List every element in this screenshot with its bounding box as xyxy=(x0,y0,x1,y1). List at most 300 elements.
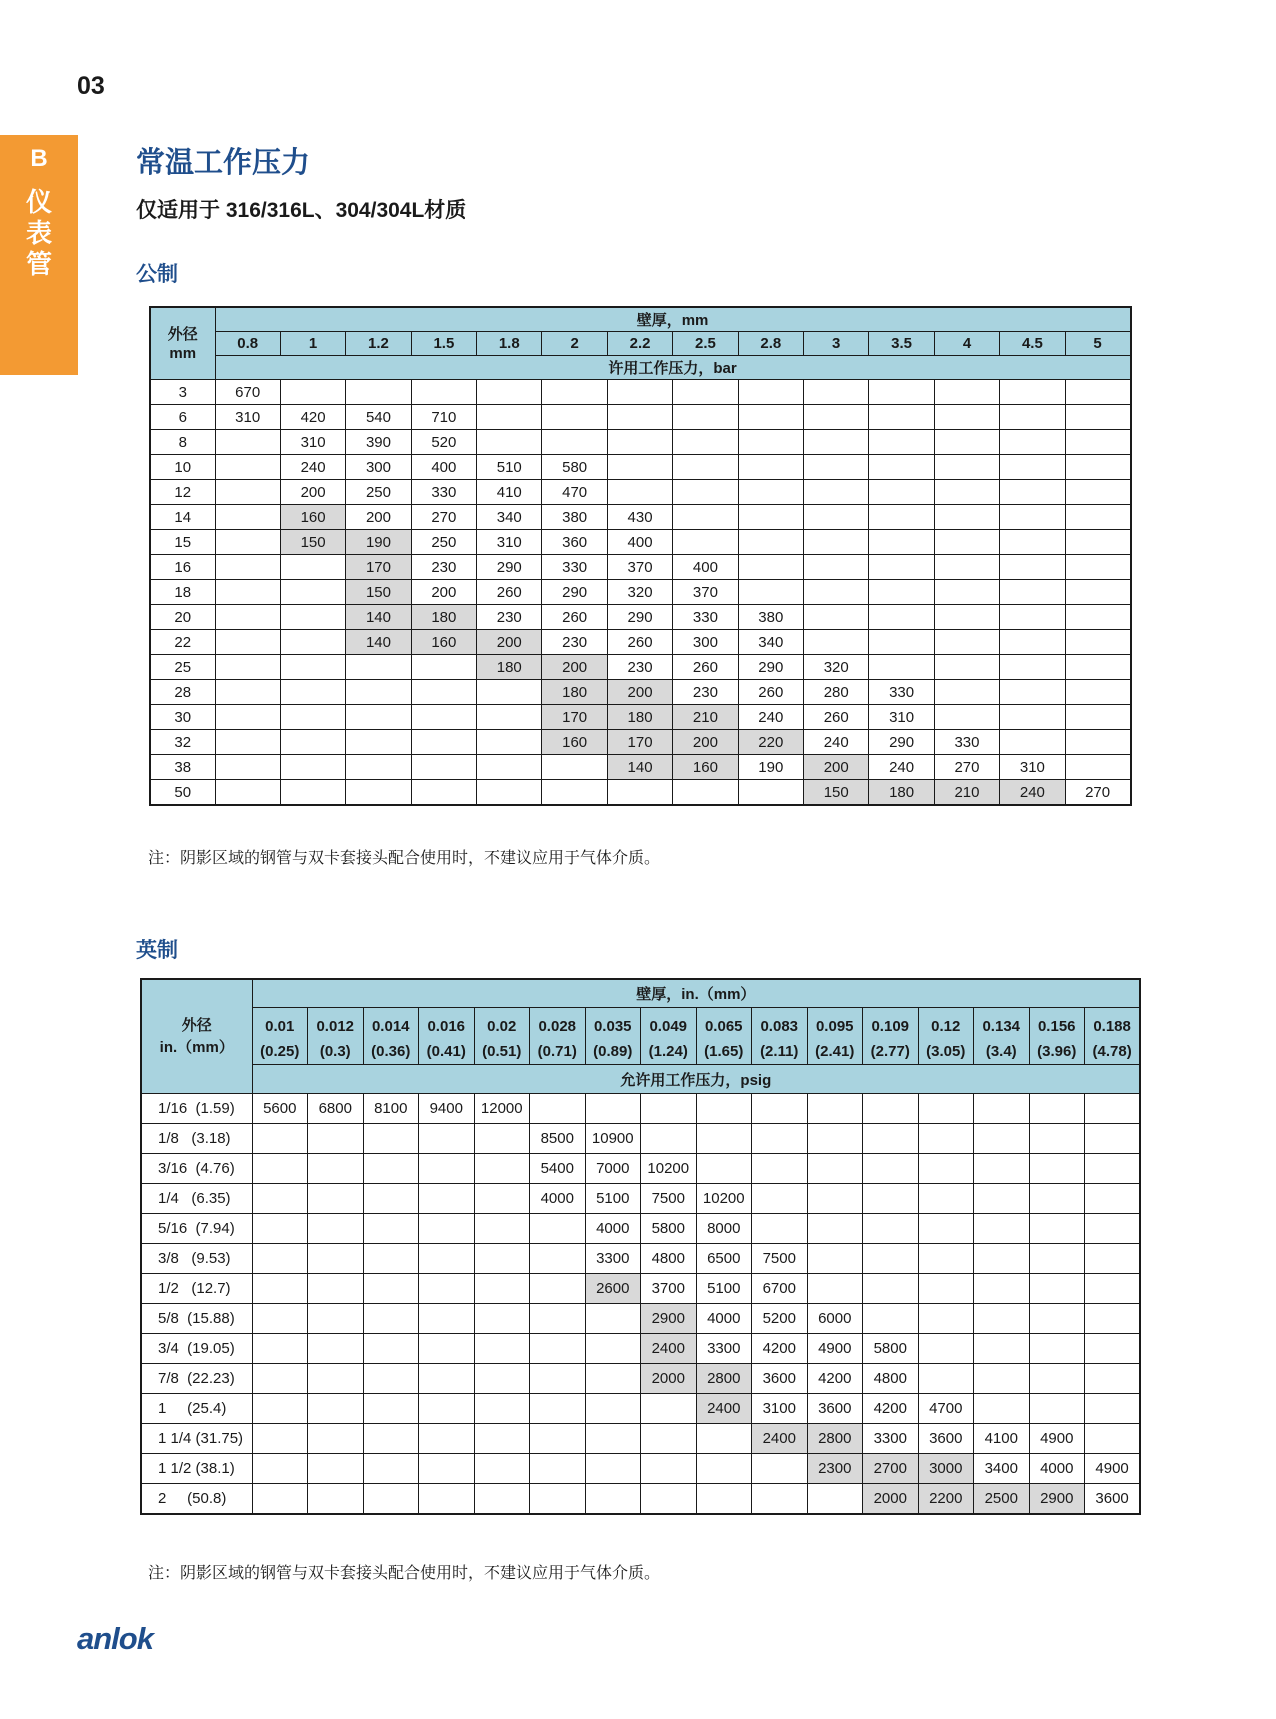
metric-pressure-cell: 340 xyxy=(738,630,803,655)
imperial-heading: 英制 xyxy=(136,939,178,962)
imperial-pressure-cell xyxy=(474,1244,530,1274)
table-row xyxy=(141,1094,1140,1124)
metric-wall-cell: 3 xyxy=(804,332,869,356)
metric-pressure-cell xyxy=(346,755,411,780)
imperial-pressure-cell xyxy=(363,1184,419,1214)
imperial-pressure-cell xyxy=(530,1304,586,1334)
imperial-pressure-cell xyxy=(1085,1184,1141,1214)
imperial-pressure-cell xyxy=(641,1484,697,1515)
imperial-pressure-cell xyxy=(641,1094,697,1124)
metric-pressure-cell: 160 xyxy=(411,630,476,655)
imperial-wall-cell xyxy=(807,1008,863,1065)
imperial-wall-in: 0.028 xyxy=(538,1017,577,1035)
imperial-pressure-cell xyxy=(252,1454,308,1484)
imperial-pressure-cell xyxy=(530,1334,586,1364)
metric-pressure-cell xyxy=(1065,755,1131,780)
imperial-pressure-cell xyxy=(696,1424,752,1454)
imperial-pressure-cell: 2600 xyxy=(585,1274,641,1304)
imperial-wall-in: 0.109 xyxy=(871,1017,910,1035)
metric-pressure-cell xyxy=(215,455,280,480)
imperial-pressure-cell: 2900 xyxy=(1029,1484,1085,1515)
imperial-pressure-cell: 4700 xyxy=(918,1394,974,1424)
imperial-pressure-cell xyxy=(474,1304,530,1334)
metric-pressure-cell: 290 xyxy=(607,605,672,630)
metric-pressure-cell: 250 xyxy=(346,480,411,505)
imperial-od-cell: 3/16 (4.76) xyxy=(141,1154,252,1184)
metric-pressure-cell xyxy=(1065,605,1131,630)
imperial-wall-mm: (3.96) xyxy=(1037,1042,1077,1060)
imperial-pressure-cell xyxy=(308,1124,364,1154)
imperial-pressure-cell xyxy=(1085,1364,1141,1394)
metric-pressure-cell xyxy=(738,480,803,505)
imperial-pressure-cell xyxy=(807,1484,863,1515)
metric-pressure-cell xyxy=(280,380,345,405)
imperial-pressure-cell xyxy=(696,1124,752,1154)
metric-pressure-cell: 150 xyxy=(346,580,411,605)
metric-pressure-cell xyxy=(869,580,934,605)
metric-pressure-cell: 300 xyxy=(346,455,411,480)
table-row xyxy=(150,755,1131,780)
metric-pressure-cell xyxy=(869,405,934,430)
imperial-pressure-cell: 4900 xyxy=(807,1334,863,1364)
metric-pressure-cell: 170 xyxy=(607,730,672,755)
imperial-wall-in: 0.012 xyxy=(316,1017,355,1035)
imperial-pressure-cell: 2900 xyxy=(641,1304,697,1334)
metric-wall-cell: 4 xyxy=(934,332,999,356)
imperial-pressure-cell xyxy=(419,1484,475,1515)
metric-pressure-cell xyxy=(1000,630,1065,655)
imperial-pressure-cell xyxy=(474,1334,530,1364)
metric-pressure-cell: 200 xyxy=(804,755,869,780)
metric-pressure-cell: 230 xyxy=(673,680,738,705)
metric-pressure-cell xyxy=(411,730,476,755)
metric-pressure-cell xyxy=(1065,680,1131,705)
metric-pressure-header: 许用工作压力，bar xyxy=(215,356,1131,380)
metric-pressure-cell xyxy=(215,780,280,806)
imperial-pressure-cell xyxy=(918,1274,974,1304)
imperial-pressure-cell xyxy=(419,1454,475,1484)
metric-od-cell: 6 xyxy=(150,405,215,430)
metric-pressure-cell: 200 xyxy=(280,480,345,505)
imperial-pressure-cell xyxy=(863,1124,919,1154)
metric-pressure-cell xyxy=(804,580,869,605)
imperial-pressure-cell: 4800 xyxy=(641,1244,697,1274)
imperial-pressure-cell xyxy=(419,1154,475,1184)
imperial-pressure-cell xyxy=(252,1364,308,1394)
metric-pressure-cell xyxy=(738,780,803,806)
metric-od-unit: mm xyxy=(169,344,197,362)
imperial-pressure-cell xyxy=(974,1304,1030,1334)
imperial-pressure-cell xyxy=(252,1424,308,1454)
metric-pressure-cell xyxy=(1065,705,1131,730)
imperial-wall-cell xyxy=(641,1008,697,1065)
metric-pressure-table xyxy=(149,306,1132,806)
imperial-pressure-cell xyxy=(752,1124,808,1154)
imperial-wall-cell xyxy=(863,1008,919,1065)
metric-pressure-cell xyxy=(673,780,738,806)
metric-pressure-cell xyxy=(1065,555,1131,580)
metric-pressure-cell xyxy=(1000,705,1065,730)
metric-wall-cell: 1.8 xyxy=(477,332,542,356)
metric-pressure-cell xyxy=(738,580,803,605)
metric-pressure-cell: 160 xyxy=(673,755,738,780)
metric-pressure-cell xyxy=(934,430,999,455)
table-row xyxy=(150,405,1131,430)
metric-pressure-cell xyxy=(215,605,280,630)
imperial-pressure-cell xyxy=(807,1184,863,1214)
metric-pressure-cell: 180 xyxy=(477,655,542,680)
metric-pressure-cell: 260 xyxy=(804,705,869,730)
imperial-pressure-cell xyxy=(918,1154,974,1184)
imperial-pressure-cell: 8500 xyxy=(530,1124,586,1154)
metric-pressure-cell xyxy=(673,380,738,405)
metric-pressure-cell xyxy=(542,780,607,806)
imperial-pressure-cell xyxy=(974,1184,1030,1214)
metric-pressure-cell: 200 xyxy=(411,580,476,605)
imperial-od-cell: 1/8 (3.18) xyxy=(141,1124,252,1154)
imperial-pressure-cell xyxy=(363,1484,419,1515)
metric-pressure-cell: 240 xyxy=(869,755,934,780)
metric-pressure-cell xyxy=(346,655,411,680)
imperial-pressure-cell xyxy=(863,1184,919,1214)
imperial-pressure-cell xyxy=(918,1214,974,1244)
imperial-wall-cell xyxy=(918,1008,974,1065)
table-row xyxy=(141,1214,1140,1244)
imperial-pressure-cell: 2300 xyxy=(807,1454,863,1484)
imperial-wall-mm: (2.41) xyxy=(815,1042,855,1060)
metric-pressure-cell xyxy=(738,405,803,430)
metric-wall-cell: 2.8 xyxy=(738,332,803,356)
metric-pressure-cell: 170 xyxy=(346,555,411,580)
metric-pressure-cell: 360 xyxy=(542,530,607,555)
metric-od-cell: 22 xyxy=(150,630,215,655)
table-row xyxy=(141,1364,1140,1394)
imperial-wall-mm: (0.3) xyxy=(319,1042,351,1060)
imperial-wall-in: 0.01 xyxy=(265,1017,295,1035)
imperial-pressure-cell: 10200 xyxy=(641,1154,697,1184)
imperial-pressure-cell: 9400 xyxy=(419,1094,475,1124)
imperial-pressure-cell: 2400 xyxy=(752,1424,808,1454)
metric-pressure-cell xyxy=(1000,530,1065,555)
side-tab-text: 仪 表 管 xyxy=(25,187,52,279)
imperial-wall-in: 0.095 xyxy=(815,1017,854,1035)
imperial-wall-mm: (0.51) xyxy=(482,1042,522,1060)
table-row xyxy=(141,1274,1140,1304)
imperial-pressure-cell xyxy=(1085,1424,1141,1454)
metric-wall-cell: 2.2 xyxy=(607,332,672,356)
metric-pressure-cell xyxy=(280,630,345,655)
imperial-od-cell: 2 (50.8) xyxy=(141,1484,252,1515)
imperial-pressure-cell: 4900 xyxy=(1085,1454,1141,1484)
metric-od-header xyxy=(150,307,215,380)
metric-pressure-cell: 210 xyxy=(934,780,999,806)
metric-pressure-cell xyxy=(1065,530,1131,555)
imperial-pressure-cell: 6700 xyxy=(752,1274,808,1304)
imperial-pressure-cell: 4200 xyxy=(752,1334,808,1364)
metric-pressure-cell xyxy=(934,505,999,530)
metric-pressure-cell xyxy=(346,380,411,405)
metric-pressure-cell xyxy=(346,730,411,755)
imperial-wall-in: 0.12 xyxy=(931,1017,961,1035)
imperial-wall-mm: (3.05) xyxy=(926,1042,966,1060)
metric-pressure-cell xyxy=(1000,405,1065,430)
imperial-pressure-cell xyxy=(641,1424,697,1454)
imperial-pressure-cell xyxy=(419,1424,475,1454)
imperial-pressure-cell xyxy=(252,1244,308,1274)
imperial-pressure-cell: 4000 xyxy=(1029,1454,1085,1484)
imperial-pressure-cell xyxy=(1029,1304,1085,1334)
metric-pressure-cell xyxy=(869,455,934,480)
metric-wall-cell: 4.5 xyxy=(1000,332,1065,356)
imperial-pressure-cell xyxy=(252,1304,308,1334)
metric-pressure-cell: 400 xyxy=(411,455,476,480)
table-row xyxy=(150,530,1131,555)
metric-pressure-cell xyxy=(477,705,542,730)
imperial-wall-cell xyxy=(696,1008,752,1065)
imperial-od-cell: 1 1/2 (38.1) xyxy=(141,1454,252,1484)
section-side-tab xyxy=(0,135,78,375)
table-row xyxy=(150,430,1131,455)
metric-pressure-cell xyxy=(215,530,280,555)
imperial-od-cell: 1/2 (12.7) xyxy=(141,1274,252,1304)
table-row xyxy=(150,505,1131,530)
imperial-pressure-cell xyxy=(474,1364,530,1394)
metric-pressure-cell xyxy=(934,655,999,680)
metric-pressure-cell: 190 xyxy=(346,530,411,555)
metric-od-cell: 28 xyxy=(150,680,215,705)
metric-pressure-cell: 240 xyxy=(1000,780,1065,806)
metric-pressure-cell xyxy=(542,755,607,780)
imperial-od-cell: 1/16 (1.59) xyxy=(141,1094,252,1124)
metric-pressure-cell xyxy=(869,655,934,680)
metric-pressure-cell: 400 xyxy=(673,555,738,580)
table-row xyxy=(150,680,1131,705)
metric-pressure-cell xyxy=(215,655,280,680)
imperial-wall-mm: (0.89) xyxy=(593,1042,633,1060)
metric-pressure-cell xyxy=(738,505,803,530)
imperial-pressure-cell: 2500 xyxy=(974,1484,1030,1515)
metric-pressure-cell: 260 xyxy=(477,580,542,605)
metric-pressure-cell: 230 xyxy=(542,630,607,655)
table-row xyxy=(141,1454,1140,1484)
metric-pressure-cell xyxy=(477,430,542,455)
metric-pressure-cell: 310 xyxy=(280,430,345,455)
imperial-pressure-cell xyxy=(696,1094,752,1124)
imperial-pressure-cell: 3300 xyxy=(863,1424,919,1454)
imperial-pressure-cell: 3000 xyxy=(918,1454,974,1484)
metric-pressure-cell xyxy=(215,480,280,505)
imperial-pressure-cell: 4000 xyxy=(696,1304,752,1334)
imperial-wall-mm: (1.65) xyxy=(704,1042,744,1060)
imperial-pressure-cell xyxy=(974,1394,1030,1424)
imperial-pressure-cell: 2000 xyxy=(863,1484,919,1515)
metric-pressure-cell xyxy=(869,530,934,555)
imperial-od-cell: 5/16 (7.94) xyxy=(141,1214,252,1244)
metric-pressure-cell: 240 xyxy=(280,455,345,480)
imperial-pressure-cell xyxy=(974,1364,1030,1394)
imperial-od-cell: 5/8 (15.88) xyxy=(141,1304,252,1334)
metric-pressure-cell: 280 xyxy=(804,680,869,705)
table-row xyxy=(150,605,1131,630)
imperial-pressure-cell xyxy=(863,1154,919,1184)
imperial-od-header xyxy=(141,979,252,1094)
imperial-pressure-cell xyxy=(252,1394,308,1424)
metric-od-cell: 12 xyxy=(150,480,215,505)
metric-pressure-cell xyxy=(1000,680,1065,705)
metric-od-cell: 16 xyxy=(150,555,215,580)
metric-pressure-cell xyxy=(934,480,999,505)
metric-pressure-cell xyxy=(477,755,542,780)
imperial-pressure-cell xyxy=(585,1424,641,1454)
metric-pressure-cell xyxy=(934,530,999,555)
imperial-pressure-cell xyxy=(752,1214,808,1244)
imperial-pressure-cell xyxy=(419,1274,475,1304)
metric-pressure-cell: 150 xyxy=(280,530,345,555)
metric-heading: 公制 xyxy=(136,263,178,286)
imperial-pressure-cell xyxy=(1029,1364,1085,1394)
imperial-wall-in: 0.134 xyxy=(982,1017,1021,1035)
imperial-pressure-cell xyxy=(252,1184,308,1214)
imperial-pressure-cell xyxy=(474,1454,530,1484)
imperial-pressure-cell xyxy=(863,1274,919,1304)
metric-pressure-cell xyxy=(1000,730,1065,755)
imperial-pressure-cell xyxy=(863,1304,919,1334)
metric-pressure-cell xyxy=(542,405,607,430)
imperial-pressure-cell xyxy=(530,1244,586,1274)
imperial-pressure-cell: 4200 xyxy=(807,1364,863,1394)
metric-pressure-cell: 230 xyxy=(411,555,476,580)
metric-pressure-cell xyxy=(869,480,934,505)
imperial-wall-cell xyxy=(419,1008,475,1065)
imperial-pressure-cell xyxy=(530,1394,586,1424)
imperial-pressure-cell: 7000 xyxy=(585,1154,641,1184)
metric-pressure-cell xyxy=(542,380,607,405)
metric-pressure-cell xyxy=(477,405,542,430)
imperial-pressure-cell: 5100 xyxy=(585,1184,641,1214)
imperial-wall-mm: (2.77) xyxy=(870,1042,910,1060)
metric-wall-cell: 1 xyxy=(280,332,345,356)
metric-pressure-cell xyxy=(215,630,280,655)
imperial-pressure-cell xyxy=(585,1454,641,1484)
imperial-pressure-cell xyxy=(974,1154,1030,1184)
imperial-pressure-cell: 6000 xyxy=(807,1304,863,1334)
metric-pressure-cell: 330 xyxy=(869,680,934,705)
imperial-pressure-cell xyxy=(419,1244,475,1274)
metric-od-cell: 38 xyxy=(150,755,215,780)
imperial-pressure-header: 允许用工作压力，psig xyxy=(252,1065,1140,1094)
metric-pressure-cell: 200 xyxy=(477,630,542,655)
imperial-pressure-cell xyxy=(474,1124,530,1154)
table-row xyxy=(150,730,1131,755)
metric-pressure-cell xyxy=(411,755,476,780)
imperial-pressure-cell xyxy=(252,1124,308,1154)
metric-wall-cell: 2 xyxy=(542,332,607,356)
imperial-pressure-cell: 3600 xyxy=(807,1394,863,1424)
imperial-pressure-cell: 3400 xyxy=(974,1454,1030,1484)
metric-pressure-cell xyxy=(477,680,542,705)
metric-pressure-cell xyxy=(804,630,869,655)
metric-pressure-cell xyxy=(869,630,934,655)
metric-pressure-cell: 260 xyxy=(673,655,738,680)
metric-pressure-cell: 290 xyxy=(738,655,803,680)
imperial-pressure-cell xyxy=(308,1394,364,1424)
imperial-pressure-cell: 5200 xyxy=(752,1304,808,1334)
imperial-pressure-cell xyxy=(308,1304,364,1334)
metric-pressure-cell xyxy=(215,505,280,530)
metric-pressure-cell: 270 xyxy=(1065,780,1131,806)
page-number: 03 xyxy=(77,72,105,100)
metric-pressure-cell: 310 xyxy=(477,530,542,555)
metric-pressure-cell xyxy=(411,705,476,730)
metric-pressure-cell xyxy=(542,430,607,455)
imperial-pressure-cell xyxy=(1085,1244,1141,1274)
metric-od-cell: 3 xyxy=(150,380,215,405)
imperial-wall-in: 0.035 xyxy=(593,1017,632,1035)
metric-pressure-cell xyxy=(215,680,280,705)
imperial-pressure-cell: 6500 xyxy=(696,1244,752,1274)
imperial-pressure-cell xyxy=(530,1094,586,1124)
metric-pressure-cell: 410 xyxy=(477,480,542,505)
metric-pressure-cell: 330 xyxy=(673,605,738,630)
imperial-pressure-cell xyxy=(419,1334,475,1364)
imperial-pressure-cell xyxy=(1085,1124,1141,1154)
imperial-wall-header: 壁厚，in.（mm） xyxy=(252,979,1140,1008)
metric-pressure-cell xyxy=(1000,380,1065,405)
imperial-pressure-cell: 2000 xyxy=(641,1364,697,1394)
metric-pressure-cell xyxy=(934,380,999,405)
imperial-wall-in: 0.156 xyxy=(1037,1017,1076,1035)
metric-pressure-cell: 310 xyxy=(215,405,280,430)
metric-pressure-cell xyxy=(1065,655,1131,680)
imperial-pressure-cell xyxy=(308,1274,364,1304)
imperial-pressure-cell xyxy=(1029,1184,1085,1214)
imperial-pressure-cell: 7500 xyxy=(752,1244,808,1274)
imperial-pressure-cell xyxy=(752,1094,808,1124)
imperial-pressure-cell xyxy=(308,1364,364,1394)
imperial-wall-in: 0.016 xyxy=(427,1017,466,1035)
imperial-pressure-cell xyxy=(363,1364,419,1394)
table-row xyxy=(141,1304,1140,1334)
imperial-od-unit: in.（mm） xyxy=(159,1038,234,1056)
imperial-pressure-cell: 2400 xyxy=(641,1334,697,1364)
metric-pressure-cell xyxy=(1065,480,1131,505)
metric-pressure-cell xyxy=(280,655,345,680)
metric-pressure-cell xyxy=(804,480,869,505)
metric-pressure-cell xyxy=(280,605,345,630)
imperial-wall-mm: (1.24) xyxy=(648,1042,688,1060)
metric-od-cell: 8 xyxy=(150,430,215,455)
metric-pressure-cell xyxy=(804,455,869,480)
metric-od-cell: 18 xyxy=(150,580,215,605)
metric-pressure-cell: 200 xyxy=(673,730,738,755)
imperial-pressure-cell xyxy=(807,1244,863,1274)
imperial-wall-cell xyxy=(585,1008,641,1065)
metric-pressure-cell xyxy=(280,755,345,780)
imperial-pressure-cell xyxy=(419,1184,475,1214)
metric-pressure-cell: 150 xyxy=(804,780,869,806)
metric-pressure-cell xyxy=(215,430,280,455)
metric-pressure-cell xyxy=(1000,430,1065,455)
metric-pressure-cell xyxy=(280,680,345,705)
metric-pressure-cell xyxy=(477,730,542,755)
table-row xyxy=(141,1334,1140,1364)
imperial-pressure-cell xyxy=(419,1364,475,1394)
metric-pressure-cell: 240 xyxy=(738,705,803,730)
metric-pressure-cell: 670 xyxy=(215,380,280,405)
table-row xyxy=(150,705,1131,730)
metric-pressure-cell xyxy=(934,705,999,730)
imperial-wall-cell xyxy=(474,1008,530,1065)
